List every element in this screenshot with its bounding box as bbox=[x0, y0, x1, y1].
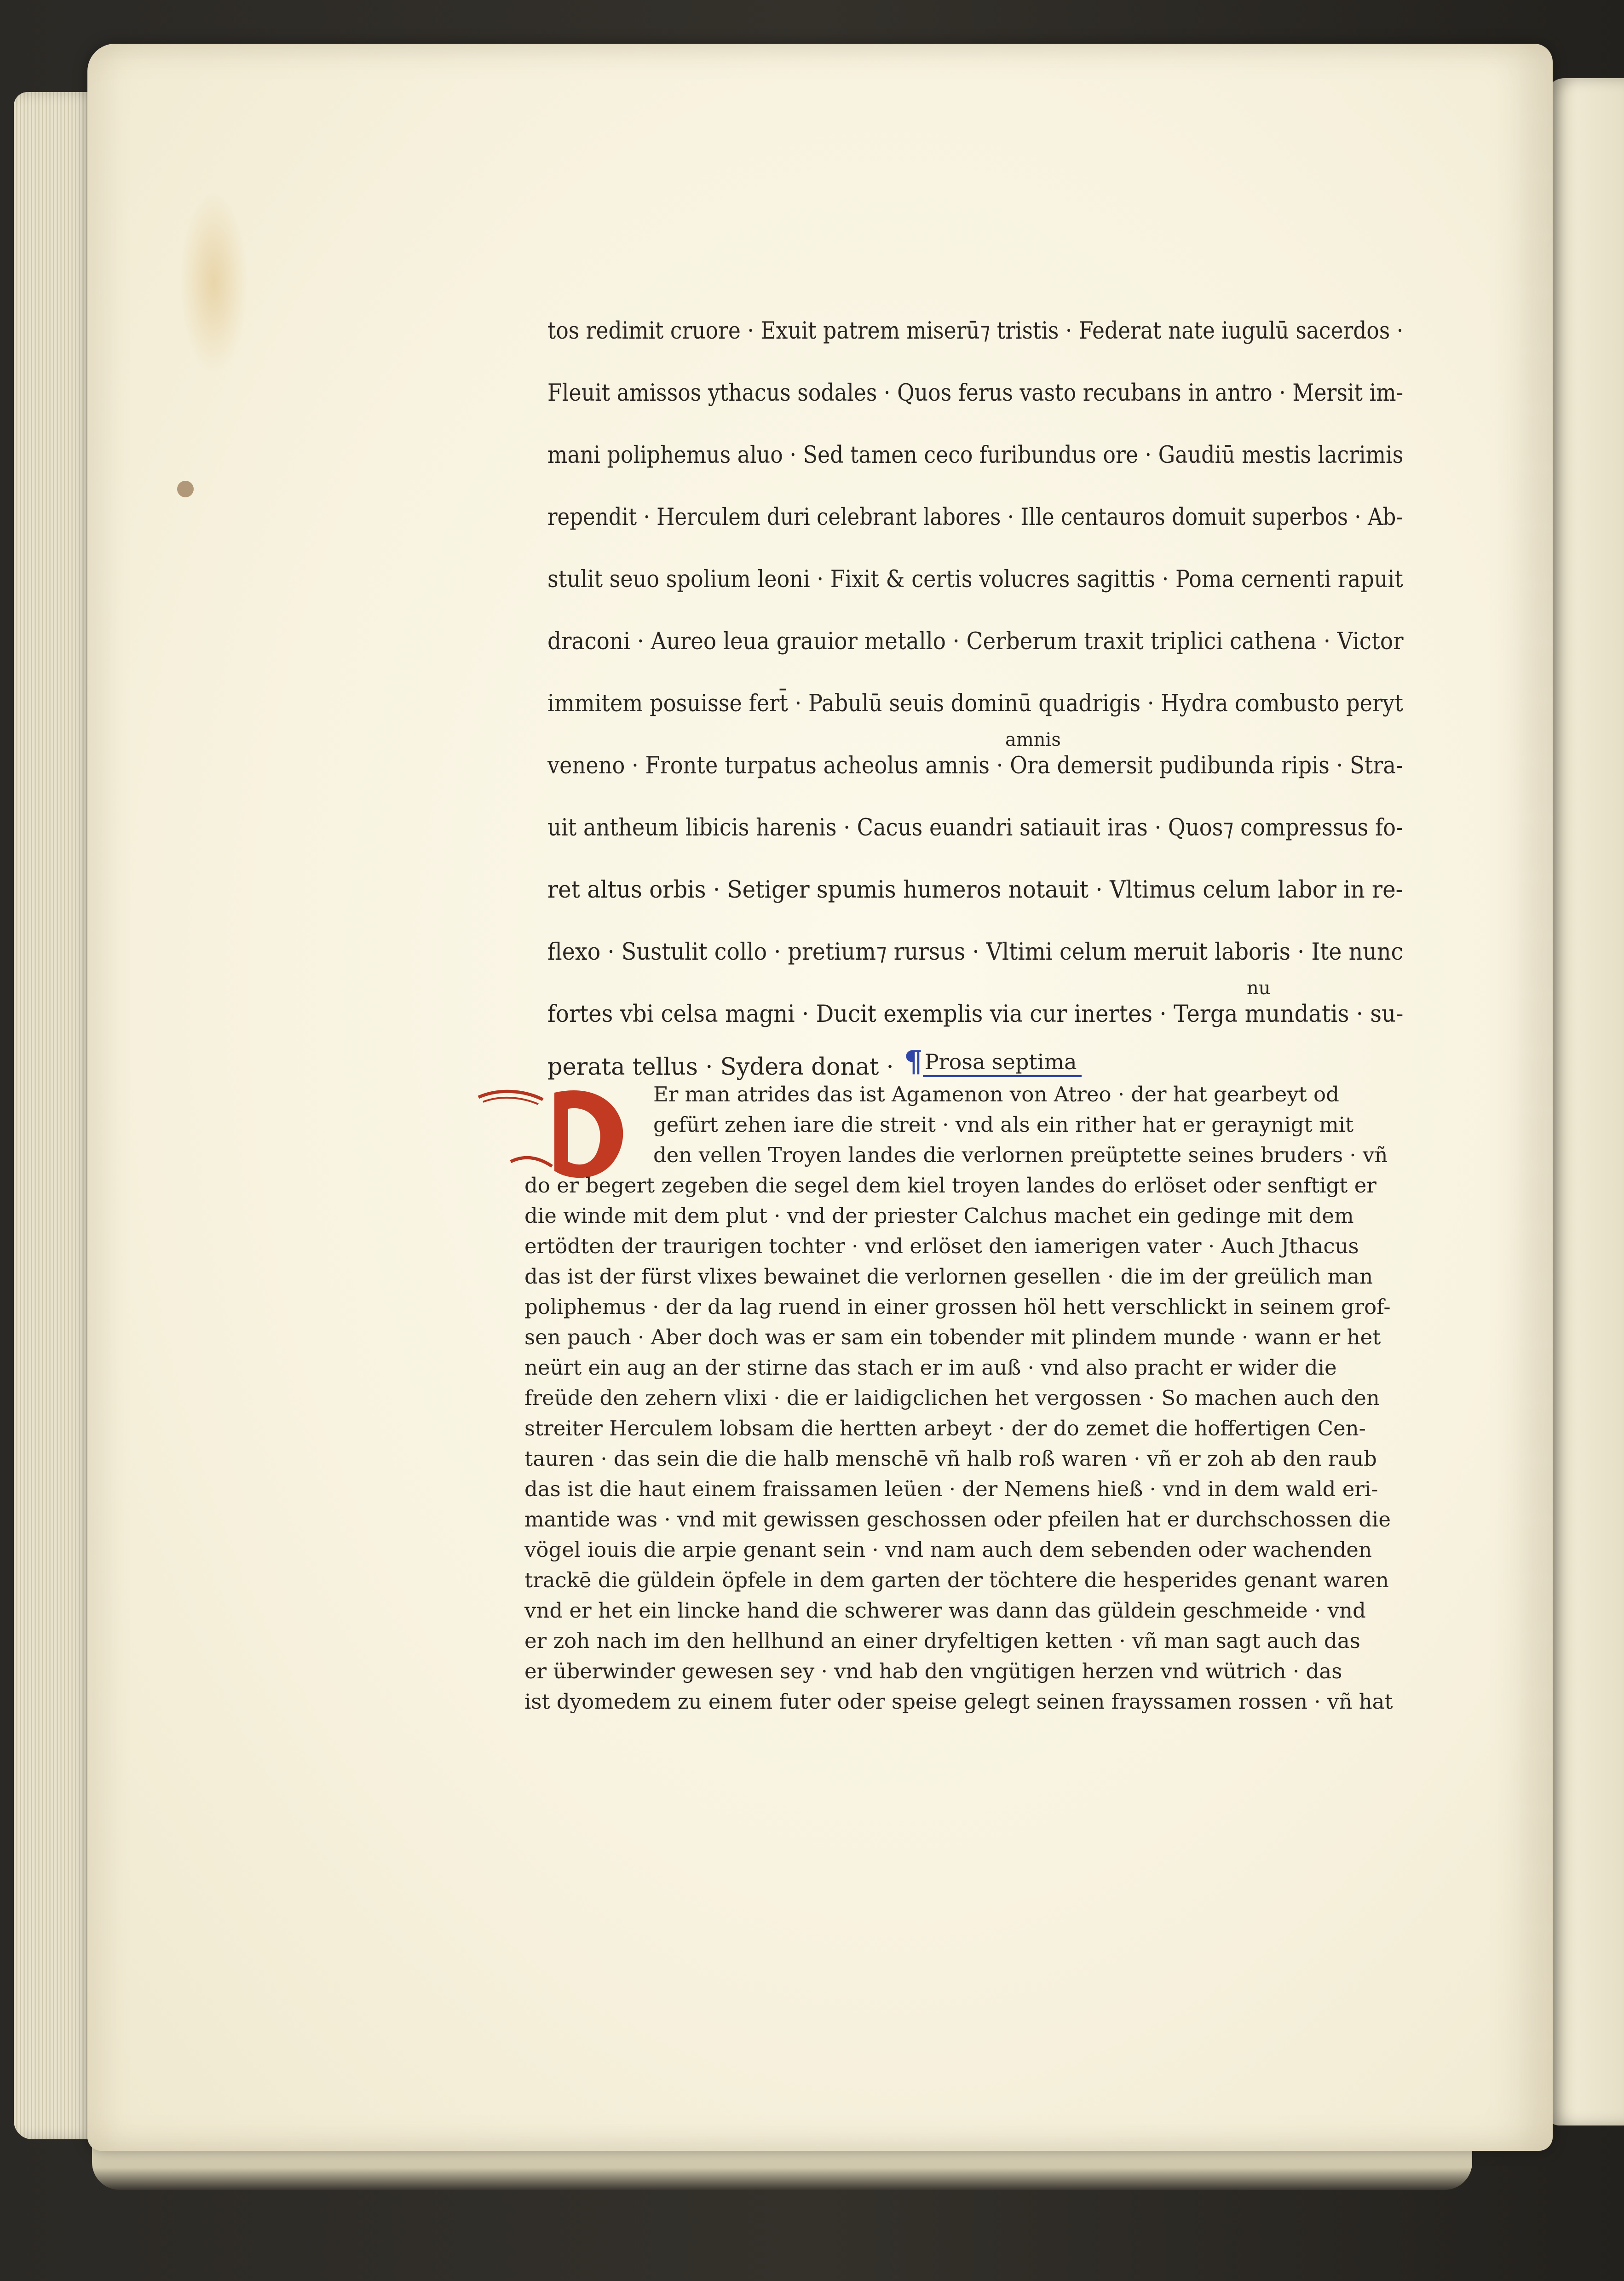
german-line-7: das ist der fürst vlixes bewainet die verlornen gesellen · die im der greülich man bbox=[524, 1264, 1373, 1289]
latin-line-5: stulit seuo spolium leoni · Fixit & certis volucres sagittis · Poma cernenti rapuit bbox=[547, 566, 1403, 593]
latin-line-4: rependit · Herculem duri celebrant labores · Ille centauros domuit superbos · Ab- bbox=[547, 504, 1403, 531]
german-line-14: das ist die haut einem fraissamen leüen · der Nemens hieß · vnd in dem wald eri- bbox=[524, 1477, 1378, 1501]
latin-line-8: veneno · Fronte turpatus acheolus amnis · Ora demersit pudibunda ripis · Stra- bbox=[547, 752, 1403, 779]
german-line-16: vögel iouis die arpie genant sein · vnd nam auch dem sebenden oder wachenden bbox=[524, 1538, 1372, 1562]
decorated-initial-d bbox=[474, 1077, 644, 1182]
german-line-10: neürt ein aug an der stirne das stach er im auß · vnd also pracht er wider die bbox=[524, 1355, 1337, 1380]
german-line-19: er zoh nach im den hellhund an einer dryfeltigen ketten · vñ man sagt auch das bbox=[524, 1629, 1360, 1653]
latin-line-2: Fleuit amissos ythacus sodales · Quos ferus vasto recubans in antro · Mersit im- bbox=[547, 380, 1404, 407]
german-line-12: streiter Herculem lobsam die hertten arbeyt · der do zemet die hoffertigen Cen- bbox=[524, 1416, 1366, 1440]
latin-line-11: flexo · Sustulit collo · pretium⁊ rursus · Vltimi celum meruit laboris · Ite nunc bbox=[547, 939, 1404, 966]
german-line-2: gefürt zehen iare die streit · vnd als ein rither hat er geraynigt mit bbox=[653, 1112, 1354, 1137]
pilcrow-mark: ¶ bbox=[904, 1044, 923, 1079]
water-stain bbox=[179, 191, 248, 375]
german-line-15: mantide was · vnd mit gewissen geschossen oder pfeilen hat er durchschossen die bbox=[524, 1507, 1391, 1532]
german-line-20: er überwinder gewesen sey · vnd hab den vngütigen herzen vnd wütrich · das bbox=[524, 1659, 1342, 1683]
latin-line-7: immitem posuisse fert̄ · Pabulū seuis dominū quadrigis · Hydra combusto peryt bbox=[547, 690, 1403, 717]
german-line-4: do er begert zegeben die segel dem kiel troyen landes do erlöset oder senftigt er bbox=[524, 1173, 1376, 1198]
latin-line-13: perata tellus · Sydera donat · bbox=[547, 1054, 894, 1081]
ink-spot bbox=[177, 481, 194, 497]
german-line-9: sen pauch · Aber doch was er sam ein tobender mit plindem munde · wann er het bbox=[524, 1325, 1381, 1349]
latin-line-1: tos redimit cruore · Exuit patrem miserū⁊ tristis · Federat nate iugulū sacerdos · bbox=[547, 317, 1404, 345]
latin-line-12: fortes vbi celsa magni · Ducit exemplis via cur inertes · Terga mundatis · su- bbox=[547, 1001, 1404, 1028]
german-line-13: tauren · das sein die die halb menschē vñ halb roß waren · vñ er zoh ab den raub bbox=[524, 1446, 1377, 1471]
interlinear-gloss-amnis: amnis bbox=[1005, 729, 1061, 750]
german-line-5: die winde mit dem plut · vnd der priester Calchus machet ein gedinge mit dem bbox=[524, 1204, 1354, 1228]
interlinear-gloss-nu: nu bbox=[1247, 978, 1271, 999]
rubric-prosa-septima: Prosa septima bbox=[923, 1049, 1082, 1077]
latin-line-3: mani poliphemus aluo · Sed tamen ceco furibundus ore · Gaudiū mestis lacrimis bbox=[547, 442, 1404, 469]
german-line-3: den vellen Troyen landes die verlornen preüptette seines bruders · vñ bbox=[653, 1143, 1388, 1167]
section-heading bbox=[904, 1044, 1082, 1079]
german-line-1: Er man atrides das ist Agamenon von Atreo · der hat gearbeyt od bbox=[653, 1082, 1339, 1106]
german-line-6: ertödten der traurigen tochter · vnd erlöset den iamerigen vater · Auch Jthacus bbox=[524, 1234, 1359, 1258]
latin-line-6: draconi · Aureo leua grauior metallo · Cerberum traxit triplici cathena · Victor bbox=[547, 628, 1404, 655]
latin-line-10: ret altus orbis · Setiger spumis humeros notauit · Vltimus celum labor in re- bbox=[547, 876, 1403, 904]
german-line-18: vnd er het ein lincke hand die schwerer was dann das güldein geschmeide · vnd bbox=[524, 1598, 1366, 1623]
german-line-17: trackē die güldein öpfele in dem garten der töchtere die hesperides genant waren bbox=[524, 1568, 1389, 1592]
german-line-21: ist dyomedem zu einem futer oder speise gelegt seinen frayssamen rossen · vñ hat bbox=[524, 1689, 1393, 1714]
german-line-11: freüde den zehern vlixi · die er laidigclichen het vergossen · So machen auch den bbox=[524, 1386, 1380, 1410]
latin-line-9: uit antheum libicis harenis · Cacus euandri satiauit iras · Quos⁊ compressus fo- bbox=[547, 814, 1403, 841]
german-line-8: poliphemus · der da lag ruend in einer grossen höl hett verschlickt in seinem grof- bbox=[524, 1295, 1391, 1319]
next-page-edge bbox=[1546, 78, 1624, 2125]
